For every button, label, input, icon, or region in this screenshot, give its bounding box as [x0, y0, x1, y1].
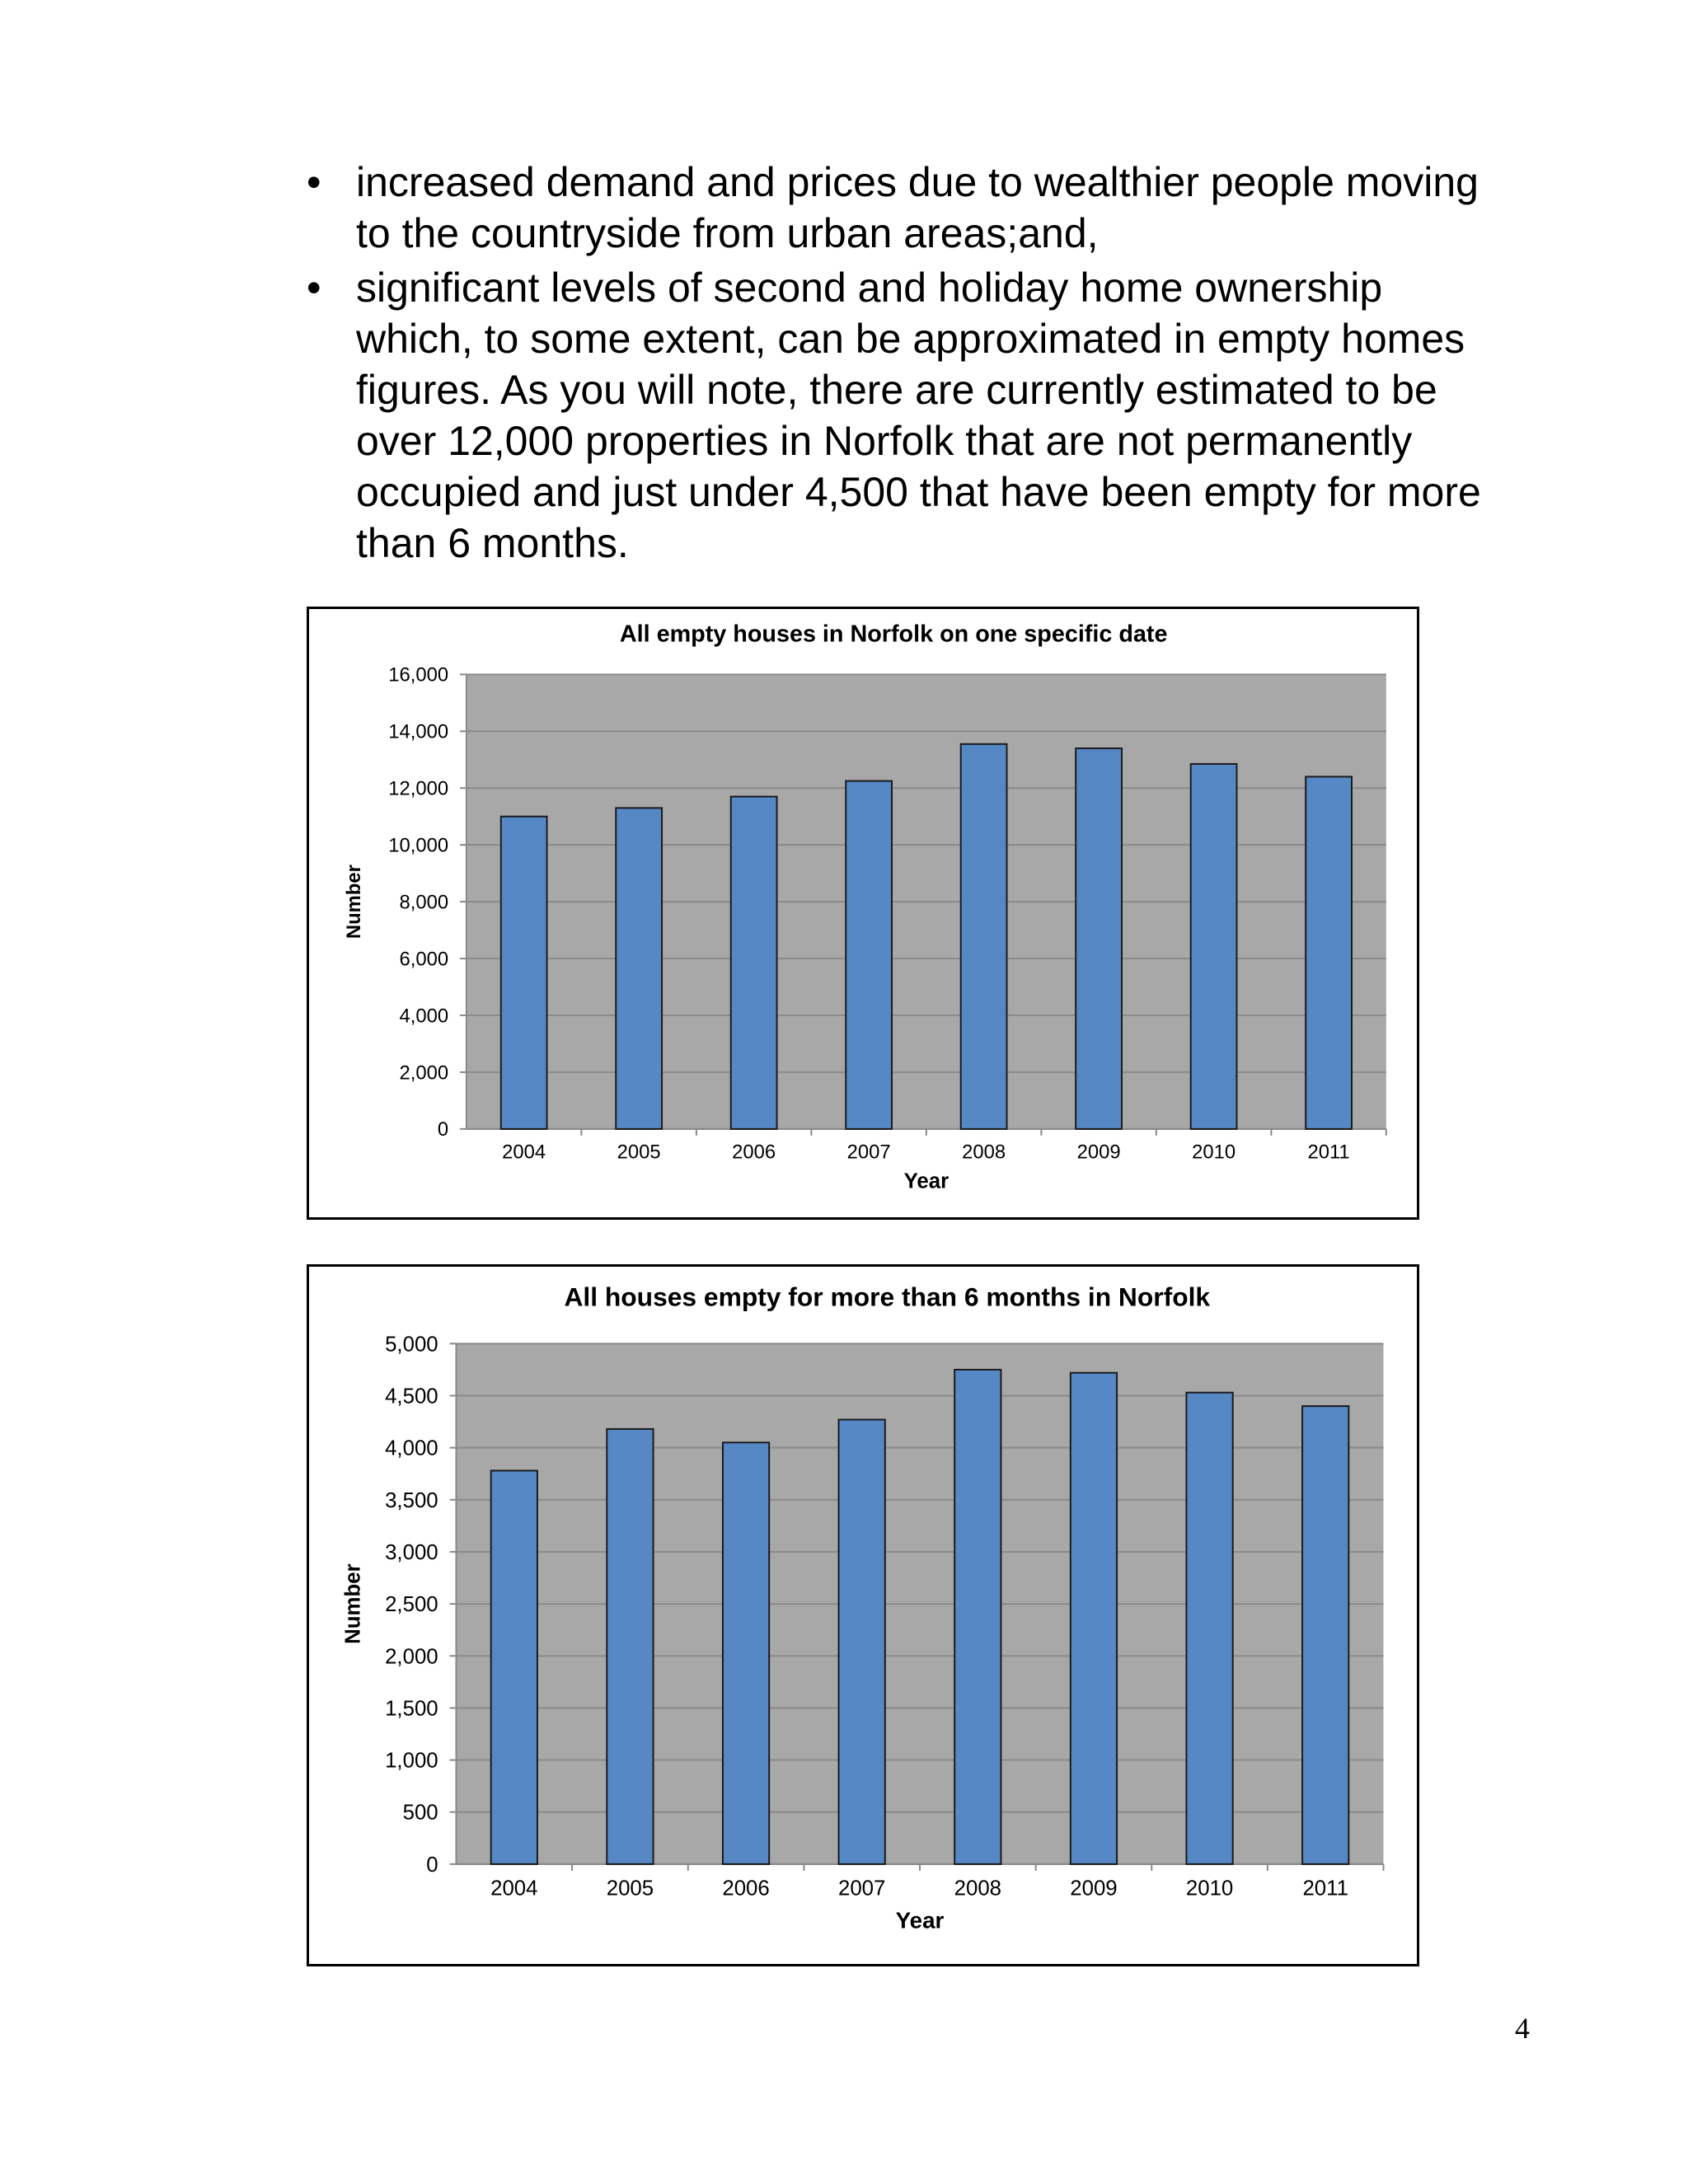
x-tick-label: 2011	[1307, 1141, 1350, 1164]
y-tick-label: 14,000	[388, 720, 449, 743]
x-tick-label: 2008	[962, 1141, 1006, 1164]
x-axis-label: Year	[903, 1169, 950, 1193]
chart-empty-over-6-months	[307, 1264, 1419, 1966]
bullet-item	[307, 157, 1493, 259]
y-tick-label: 500	[402, 1801, 438, 1825]
bar	[961, 744, 1007, 1129]
y-tick-label: 4,500	[385, 1385, 438, 1408]
bar	[491, 1470, 537, 1863]
y-tick-label: 3,500	[385, 1488, 438, 1512]
bar	[1076, 748, 1122, 1129]
x-tick-label: 2008	[954, 1877, 1002, 1900]
bullet-text: increased demand and prices due to wealthier people moving to the countryside from urban areas;and,	[356, 159, 1479, 256]
y-tick-label: 12,000	[388, 777, 449, 800]
chart-title: All houses empty for more than 6 months in Norfolk	[564, 1282, 1211, 1312]
y-axis-label: Number	[342, 865, 365, 940]
bar	[731, 797, 777, 1129]
bar	[616, 808, 662, 1129]
y-tick-label: 0	[437, 1118, 449, 1141]
chart-title: All empty houses in Norfolk on one specific date	[619, 621, 1168, 648]
x-axis-label: Year	[895, 1907, 945, 1933]
page-number: 4	[1515, 2012, 1530, 2045]
chart-svg	[309, 1267, 1417, 1964]
x-tick-label: 2007	[846, 1141, 891, 1164]
x-tick-label: 2004	[490, 1877, 538, 1900]
bullet-list	[307, 157, 1493, 572]
x-tick-label: 2004	[502, 1141, 546, 1164]
x-tick-label: 2010	[1192, 1141, 1236, 1164]
x-tick-label: 2005	[617, 1141, 661, 1164]
bar	[1306, 776, 1352, 1128]
bar	[954, 1370, 1001, 1864]
x-tick-label: 2006	[732, 1141, 776, 1164]
x-tick-label: 2005	[606, 1877, 654, 1900]
x-tick-label: 2006	[722, 1877, 770, 1900]
bullet-item	[307, 262, 1493, 569]
bullet-dot-icon: •	[307, 265, 321, 311]
bar	[1071, 1373, 1117, 1864]
bullet-text: significant levels of second and holiday home ownership which, to some extent, can be approximated in empty homes figures. As you will note, there are currently estimated to be over 12,000 properties in Norfolk that are not permanently occupied and just under 4,500 that have been empty for more than 6 months.	[356, 265, 1481, 566]
y-tick-label: 8,000	[399, 891, 449, 914]
y-tick-label: 4,000	[399, 1005, 449, 1028]
y-tick-label: 2,000	[385, 1645, 438, 1669]
y-tick-label: 4,000	[385, 1436, 438, 1460]
bar	[723, 1442, 769, 1864]
x-tick-label: 2010	[1185, 1877, 1234, 1900]
y-tick-label: 0	[426, 1853, 438, 1877]
bar	[607, 1429, 653, 1864]
y-tick-label: 6,000	[399, 948, 449, 971]
y-tick-label: 5,000	[385, 1333, 438, 1357]
x-tick-label: 2009	[1070, 1877, 1118, 1900]
chart-svg	[309, 609, 1417, 1217]
y-tick-label: 2,000	[399, 1062, 449, 1085]
chart-empty-houses-specific-date	[307, 607, 1419, 1220]
bar	[501, 817, 547, 1129]
y-tick-label: 1,000	[385, 1749, 438, 1773]
x-tick-label: 2011	[1302, 1877, 1348, 1900]
y-axis-label: Number	[341, 1563, 365, 1644]
y-tick-label: 16,000	[388, 663, 449, 687]
y-tick-label: 2,500	[385, 1593, 438, 1617]
bullet-dot-icon: •	[307, 159, 321, 205]
y-tick-label: 3,000	[385, 1540, 438, 1564]
y-tick-label: 10,000	[388, 834, 449, 857]
x-tick-label: 2009	[1076, 1141, 1121, 1164]
bar	[839, 1420, 885, 1864]
bar	[1302, 1406, 1348, 1864]
bar	[1191, 764, 1237, 1129]
bar	[846, 781, 892, 1129]
x-tick-label: 2007	[838, 1877, 886, 1900]
y-tick-label: 1,500	[385, 1697, 438, 1721]
bar	[1186, 1393, 1232, 1864]
